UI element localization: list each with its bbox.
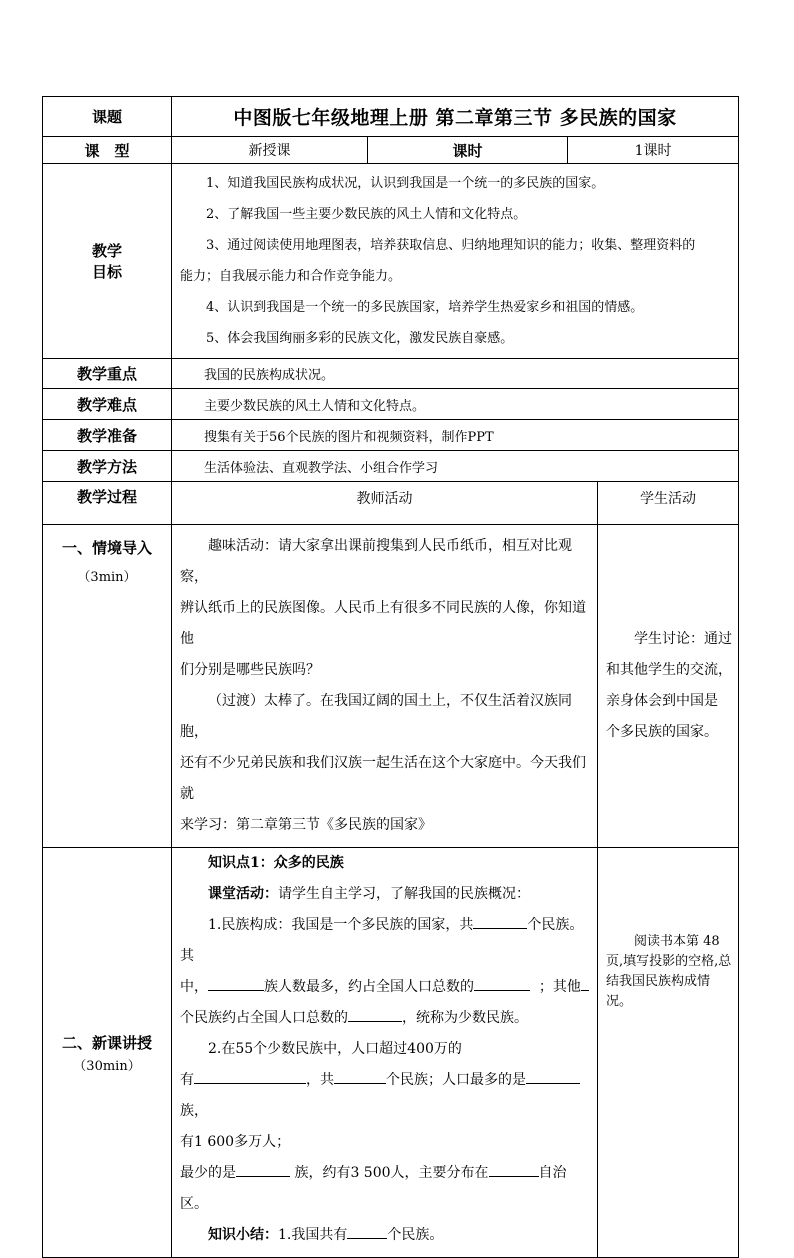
question-text: 族， [180,1103,208,1119]
question-text: 个民族。 [387,1227,444,1243]
blank-field[interactable] [474,976,530,991]
stage2-label [43,848,172,1258]
stage1-line: 辨认纸币上的民族图像。人民币上有很多不同民族的人像，你知道他 [180,600,586,647]
question-1-cont [180,972,589,1003]
blank-field[interactable] [473,914,527,929]
stage1-student [598,525,739,848]
question-2-cont: 有1 600多万人； [180,1134,291,1150]
focus-label: 教学重点 [43,359,172,389]
question-text: 个民族。其 [180,917,584,964]
question-text: 自治区。 [180,1165,567,1212]
stage1-line: （过渡）太棒了。在我国辽阔的国土上，不仅生活着汉族同胞， [180,693,572,740]
student-activity-header: 学生活动 [598,482,739,525]
question-text: 族，约有3 500人，主要分布在 [294,1165,489,1181]
stage2-student [598,848,739,1258]
goals-label-line2: 目标 [91,263,122,281]
blank-field[interactable] [581,976,589,991]
stage1-line: 还有不少兄弟民族和我们汉族一起生活在这个大家庭中。今天我们就 [180,755,586,802]
stage1-label [43,525,172,848]
type-label: 课 型 [43,137,172,164]
blank-field[interactable] [347,1224,387,1239]
process-header-row [43,482,739,525]
class-activity-text: 请学生自主学习，了解我国的民族概况： [278,886,530,902]
stage1-time: （3min） [77,570,137,585]
lesson-plan [42,96,738,1258]
hours-label: 课时 [368,137,568,164]
focus-row [43,359,739,389]
goal-item: 4、认识到我国是一个统一的多民族国家，培养学生热爱家乡和祖国的情感。 [206,300,644,315]
blank-field[interactable] [526,1069,580,1084]
stage2-time: （30min） [73,1058,141,1074]
stage1-line: 趣味活动：请大家拿出课前搜集到人民币纸币，相互对比观察， [180,538,572,585]
blank-field[interactable] [208,976,264,991]
topic-value: 中图版七年级地理上册 第二章第三节 多民族的国家 [172,97,739,137]
stage1-row [43,525,739,848]
topic-row [43,97,739,137]
question-text: 个民族；人口最多的是 [386,1072,526,1088]
hours-value: 1课时 [568,137,739,164]
blank-field[interactable] [489,1162,539,1177]
question-text: 最少的是 [180,1165,236,1181]
question-text: ，统称为少数民族。 [402,1010,528,1026]
stage2-teacher [172,848,598,1258]
goal-item: 1、知道我国民族构成状况，认识到我国是一个统一的多民族的国家。 [206,176,605,191]
blank-field[interactable] [194,1069,306,1084]
question-text: 有 [180,1072,194,1088]
goal-item: 2、了解我国一些主要少数民族的风土人情和文化特点。 [206,207,527,222]
goals-label-line1: 教学 [91,242,122,260]
question-text: 族人数最多，约占全国人口总数的 [264,979,474,995]
goals-content [172,164,739,359]
stage2-name: 二、新课讲授 [61,1033,152,1052]
question-text: 中， [180,979,208,995]
preparation-value: 搜集有关于56个民族的图片和视频资料，制作PPT [172,420,739,451]
stage1-student-line: 个多民族的国家。 [606,724,718,740]
goal-item: 5、体会我国绚丽多彩的民族文化，激发民族自豪感。 [206,331,514,346]
stage1-line: 来学习：第二章第三节《多民族的国家》 [180,817,432,833]
preparation-label: 教学准备 [43,420,172,451]
question-text: 1.民族构成：我国是一个多民族的国家，共 [208,917,474,933]
question-2-cont [180,1158,589,1220]
class-activity [180,879,589,910]
question-1-cont [180,1003,589,1034]
method-label: 教学方法 [43,451,172,482]
blank-field[interactable] [236,1162,290,1177]
question-2-cont [180,1065,589,1127]
goals-label [43,164,172,359]
stage1-name: 一、情境导入 [61,539,152,557]
stage1-line: 们分别是哪些民族吗？ [180,662,320,678]
type-row [43,137,739,164]
stage1-student-line: 亲身体会到中国是 [606,693,718,709]
teacher-activity-header: 教师活动 [172,482,598,525]
difficulty-label: 教学难点 [43,389,172,420]
question-text: ；其他 [538,979,581,995]
preparation-row [43,420,739,451]
goal-item: 能力；自我展示能力和合作竞争能力。 [180,269,402,284]
difficulty-row [43,389,739,420]
stage1-student-line: 和其他学生的交流， [606,662,732,678]
question-2: 2.在55个少数民族中，人口超过400万的 [208,1041,462,1057]
question-text: ，共 [306,1072,334,1088]
method-row [43,451,739,482]
question-1 [180,910,589,972]
type-value: 新授课 [172,137,368,164]
summary-label: 知识小结： [208,1227,278,1243]
class-activity-label: 课堂活动： [208,886,278,902]
blank-field[interactable] [334,1069,386,1084]
knowledge-point-title: 知识点1：众多的民族 [208,855,344,871]
stage2-row [43,848,739,1258]
method-value: 生活体验法、直观教学法、小组合作学习 [172,451,739,482]
topic-label: 课题 [43,97,172,137]
question-text: 1.我国共有 [278,1227,348,1243]
knowledge-summary [180,1220,589,1251]
goals-row [43,164,739,359]
difficulty-value: 主要少数民族的风土人情和文化特点。 [172,389,739,420]
stage1-student-line: 学生讨论：通过 [634,631,732,647]
lesson-plan-table [42,96,739,1258]
stage1-teacher [172,525,598,848]
focus-value: 我国的民族构成状况。 [172,359,739,389]
stage2-student-text: 阅读书本第 48 页,填写投影的空格,总结我国民族构成情况。 [606,934,732,1009]
goal-item: 3、通过阅读使用地理图表，培养获取信息、归纳地理知识的能力；收集、整理资料的 [206,238,696,253]
question-text: 个民族约占全国人口总数的 [180,1010,348,1026]
process-label: 教学过程 [43,482,172,525]
blank-field[interactable] [348,1007,402,1022]
